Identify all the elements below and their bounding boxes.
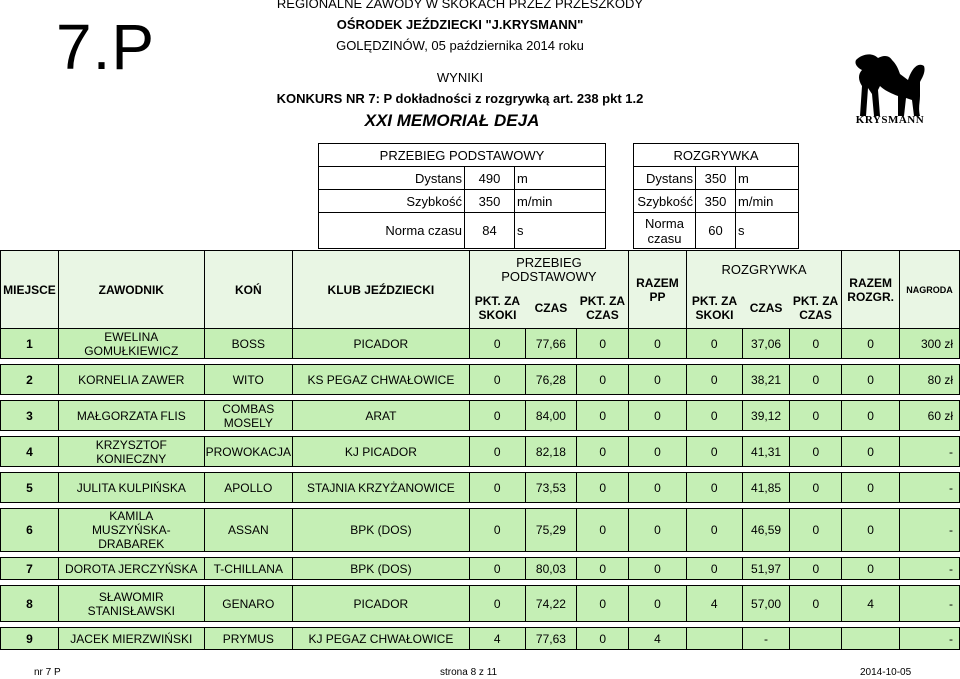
cell-prize: - — [900, 558, 960, 580]
cell-prize: - — [900, 437, 960, 467]
cell-base-time: 80,03 — [525, 558, 577, 580]
cell-jumpoff-time: 39,12 — [742, 401, 790, 431]
jumpoff-distance-value: 350 — [696, 167, 736, 190]
cell-horse: ASSAN — [204, 509, 292, 552]
cell-rider: EWELINA GOMUŁKIEWICZ — [58, 329, 204, 359]
cell-base-time: 73,53 — [525, 473, 577, 503]
cell-jumpoff-timepts: 0 — [790, 329, 842, 359]
base-time-limit-unit: s — [515, 213, 606, 249]
col-base-time: CZAS — [525, 289, 577, 329]
cell-horse: T-CHILLANA — [204, 558, 292, 580]
base-round-title: PRZEBIEG PODSTAWOWY — [319, 144, 606, 167]
cell-total-pp: 4 — [629, 628, 687, 650]
class-label: 7.P — [56, 11, 156, 83]
cell-base-jump: 0 — [469, 401, 525, 431]
cell-jumpoff-time: 57,00 — [742, 586, 790, 622]
col-rider: ZAWODNIK — [58, 251, 204, 329]
cell-horse: BOSS — [204, 329, 292, 359]
table-row — [1, 365, 960, 395]
cell-total-jumpoff: 0 — [842, 401, 900, 431]
table-row — [1, 628, 960, 650]
cell-jumpoff-timepts: 0 — [790, 401, 842, 431]
col-group-base: PRZEBIEG PODSTAWOWY — [469, 251, 628, 289]
cell-total-jumpoff: 0 — [842, 365, 900, 395]
jumpoff-speed-unit: m/min — [736, 190, 799, 213]
cell-base-jump: 0 — [469, 437, 525, 467]
cell-base-timepts: 0 — [577, 329, 629, 359]
cell-prize: 300 zł — [900, 329, 960, 359]
cell-horse: COMBAS MOSELY — [204, 401, 292, 431]
jumpoff-speed-label: Szybkość — [634, 190, 696, 213]
cell-base-timepts: 0 — [577, 558, 629, 580]
cell-total-pp: 0 — [629, 473, 687, 503]
cell-jumpoff-timepts: 0 — [790, 509, 842, 552]
cell-base-time: 76,28 — [525, 365, 577, 395]
cell-club: KJ PEGAZ CHWAŁOWICE — [292, 628, 469, 650]
cell-base-time: 84,00 — [525, 401, 577, 431]
results-heading: WYNIKI — [436, 70, 484, 85]
cell-jumpoff-time: - — [742, 628, 790, 650]
col-jumpoff-time: CZAS — [742, 289, 790, 329]
cell-prize: 80 zł — [900, 365, 960, 395]
cell-prize: 60 zł — [900, 401, 960, 431]
cell-base-jump: 0 — [469, 558, 525, 580]
base-distance-label: Dystans — [319, 167, 465, 190]
cell-base-time: 82,18 — [525, 437, 577, 467]
cell-total-jumpoff: 0 — [842, 437, 900, 467]
cell-rider: KRZYSZTOF KONIECZNY — [58, 437, 204, 467]
jumpoff-speed-value: 350 — [696, 190, 736, 213]
cell-club: BPK (DOS) — [292, 558, 469, 580]
cell-rider: JACEK MIERZWIŃSKI — [58, 628, 204, 650]
cell-jumpoff-time: 37,06 — [742, 329, 790, 359]
jumpoff-params — [633, 143, 799, 249]
col-prize: NAGRODA — [900, 251, 960, 329]
col-total-jumpoff: RAZEM ROZGR. — [842, 251, 900, 329]
base-time-limit-label: Norma czasu — [319, 213, 465, 249]
col-group-jumpoff: ROZGRYWKA — [686, 251, 841, 289]
cell-rider: JULITA KULPIŃSKA — [58, 473, 204, 503]
cell-base-timepts: 0 — [577, 401, 629, 431]
cell-jumpoff-timepts: 0 — [790, 586, 842, 622]
cell-club: BPK (DOS) — [292, 509, 469, 552]
cell-club: KS PEGAZ CHWAŁOWICE — [292, 365, 469, 395]
col-total-pp: RAZEM PP — [629, 251, 687, 329]
footer-class: nr 7 P — [34, 667, 61, 678]
cell-prize: - — [900, 628, 960, 650]
cell-total-pp: 0 — [629, 329, 687, 359]
cell-jumpoff-time: 51,97 — [742, 558, 790, 580]
cell-base-timepts: 0 — [577, 628, 629, 650]
table-row — [1, 509, 960, 552]
cell-total-pp: 0 — [629, 586, 687, 622]
cell-horse: APOLLO — [204, 473, 292, 503]
jumpoff-distance-label: Dystans — [634, 167, 696, 190]
cell-club: KJ PICADOR — [292, 437, 469, 467]
cell-prize: - — [900, 586, 960, 622]
cell-jumpoff-timepts — [790, 628, 842, 650]
cell-club: STAJNIA KRZYŻANOWICE — [292, 473, 469, 503]
event-title: REGIONALNE ZAWODY W SKOKACH PRZEZ PRZESZKODY — [276, 0, 644, 11]
cell-club: PICADOR — [292, 586, 469, 622]
cell-total-jumpoff: 4 — [842, 586, 900, 622]
cell-horse: PRYMUS — [204, 628, 292, 650]
col-jumpoff-timepts: PKT. ZA CZAS — [790, 289, 842, 329]
cell-club: ARAT — [292, 401, 469, 431]
cell-base-time: 77,63 — [525, 628, 577, 650]
col-base-jump: PKT. ZA SKOKI — [469, 289, 525, 329]
cell-jumpoff-jump — [686, 628, 742, 650]
col-horse: KOŃ — [204, 251, 292, 329]
cell-club: PICADOR — [292, 329, 469, 359]
cell-total-jumpoff: 0 — [842, 329, 900, 359]
cell-base-time: 77,66 — [525, 329, 577, 359]
cell-place: 1 — [1, 329, 59, 359]
cell-jumpoff-jump: 0 — [686, 401, 742, 431]
cell-jumpoff-timepts: 0 — [790, 437, 842, 467]
col-club: KLUB JEŹDZIECKI — [292, 251, 469, 329]
footer-date: 2014-10-05 — [860, 667, 912, 678]
cell-place: 7 — [1, 558, 59, 580]
logo-text: KRYSMANN — [855, 114, 925, 126]
cell-total-jumpoff: 0 — [842, 509, 900, 552]
cell-base-timepts: 0 — [577, 586, 629, 622]
cell-total-jumpoff: 0 — [842, 473, 900, 503]
cell-jumpoff-time: 38,21 — [742, 365, 790, 395]
cell-place: 9 — [1, 628, 59, 650]
cell-total-pp: 0 — [629, 401, 687, 431]
cell-base-timepts: 0 — [577, 437, 629, 467]
cell-jumpoff-timepts: 0 — [790, 558, 842, 580]
cell-horse: PROWOKACJA — [204, 437, 292, 467]
cell-base-jump: 0 — [469, 365, 525, 395]
base-time-limit-value: 84 — [465, 213, 515, 249]
cell-jumpoff-jump: 0 — [686, 509, 742, 552]
cell-base-time: 74,22 — [525, 586, 577, 622]
cell-base-jump: 0 — [469, 586, 525, 622]
cell-jumpoff-timepts: 0 — [790, 365, 842, 395]
cell-base-time: 75,29 — [525, 509, 577, 552]
cell-base-timepts: 0 — [577, 365, 629, 395]
cell-jumpoff-time: 46,59 — [742, 509, 790, 552]
table-row — [1, 329, 960, 359]
cell-base-jump: 0 — [469, 329, 525, 359]
cell-base-timepts: 0 — [577, 509, 629, 552]
memorial-title: XXI MEMORIAŁ DEJA — [364, 111, 540, 130]
cell-jumpoff-jump: 0 — [686, 473, 742, 503]
cell-base-jump: 0 — [469, 473, 525, 503]
cell-prize: - — [900, 473, 960, 503]
base-round-params — [318, 143, 606, 249]
cell-total-pp: 0 — [629, 509, 687, 552]
cell-place: 2 — [1, 365, 59, 395]
cell-jumpoff-time: 41,31 — [742, 437, 790, 467]
cell-rider: KAMILA MUSZYŃSKA-DRABAREK — [58, 509, 204, 552]
cell-jumpoff-time: 41,85 — [742, 473, 790, 503]
cell-total-jumpoff — [842, 628, 900, 650]
col-jumpoff-jump: PKT. ZA SKOKI — [686, 289, 742, 329]
base-speed-label: Szybkość — [319, 190, 465, 213]
cell-base-jump: 0 — [469, 509, 525, 552]
cell-horse: GENARO — [204, 586, 292, 622]
cell-base-jump: 4 — [469, 628, 525, 650]
base-distance-value: 490 — [465, 167, 515, 190]
cell-place: 6 — [1, 509, 59, 552]
jumpoff-time-limit-unit: s — [736, 213, 799, 249]
cell-jumpoff-jump: 0 — [686, 329, 742, 359]
jumpoff-distance-unit: m — [736, 167, 799, 190]
base-distance-unit: m — [515, 167, 606, 190]
cell-base-timepts: 0 — [577, 473, 629, 503]
event-location-date: GOLĘDZINÓW, 05 października 2014 roku — [336, 38, 584, 53]
cell-jumpoff-jump: 0 — [686, 558, 742, 580]
col-base-timepts: PKT. ZA CZAS — [577, 289, 629, 329]
results-table — [0, 250, 960, 650]
base-speed-value: 350 — [465, 190, 515, 213]
organizer: OŚRODEK JEŹDZIECKI "J.KRYSMANN" — [336, 17, 584, 32]
cell-rider: SŁAWOMIR STANISŁAWSKI — [58, 586, 204, 622]
cell-horse: WITO — [204, 365, 292, 395]
cell-jumpoff-jump: 0 — [686, 365, 742, 395]
cell-place: 5 — [1, 473, 59, 503]
jumpoff-time-limit-value: 60 — [696, 213, 736, 249]
table-row — [1, 401, 960, 431]
cell-place: 8 — [1, 586, 59, 622]
cell-jumpoff-jump: 4 — [686, 586, 742, 622]
cell-total-pp: 0 — [629, 365, 687, 395]
cell-rider: KORNELIA ZAWER — [58, 365, 204, 395]
jumpoff-title: ROZGRYWKA — [634, 144, 799, 167]
cell-place: 3 — [1, 401, 59, 431]
cell-total-pp: 0 — [629, 437, 687, 467]
cell-jumpoff-jump: 0 — [686, 437, 742, 467]
cell-jumpoff-timepts: 0 — [790, 473, 842, 503]
jumpoff-time-limit-label: Norma czasu — [634, 213, 696, 249]
table-row — [1, 558, 960, 580]
cell-place: 4 — [1, 437, 59, 467]
table-row — [1, 473, 960, 503]
cell-rider: DOROTA JERCZYŃSKA — [58, 558, 204, 580]
footer-page: strona 8 z 11 — [440, 667, 498, 678]
cell-prize: - — [900, 509, 960, 552]
cell-total-jumpoff: 0 — [842, 558, 900, 580]
competition-title: KONKURS NR 7: P dokładności z rozgrywką art. 238 pkt 1.2 — [276, 91, 644, 106]
col-place: MIEJSCE — [1, 251, 59, 329]
table-row — [1, 437, 960, 467]
cell-rider: MAŁGORZATA FLIS — [58, 401, 204, 431]
table-row — [1, 586, 960, 622]
cell-total-pp: 0 — [629, 558, 687, 580]
base-speed-unit: m/min — [515, 190, 606, 213]
